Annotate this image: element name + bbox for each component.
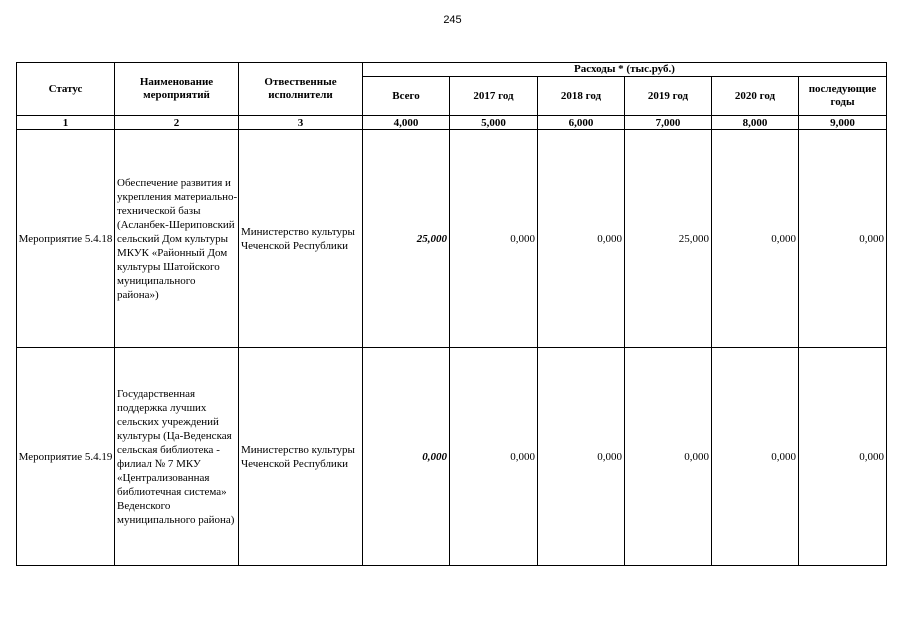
total-cell: 0,000 <box>363 348 450 566</box>
next-years-cell: 0,000 <box>799 130 887 348</box>
column-numbering-row <box>17 116 887 130</box>
year-2018-cell: 0,000 <box>538 130 625 348</box>
year-2019-cell: 0,000 <box>625 348 712 566</box>
status-cell: Мероприятие 5.4.19 <box>17 348 115 566</box>
activity-name-cell: Обеспечение развития и укрепления материально-технической базы (Асланбек-Шериповский сельский Дом культуры МКУК «Районный Дом культуры Шатойского муниципального района») <box>115 130 239 348</box>
year-2020-cell: 0,000 <box>712 130 799 348</box>
table-row <box>17 130 887 348</box>
header-total: Всего <box>363 77 450 116</box>
header-executors: Отвественные исполнители <box>239 63 363 116</box>
column-number: 1 <box>17 116 115 130</box>
column-number: 2 <box>115 116 239 130</box>
column-number: 5,000 <box>450 116 538 130</box>
budget-table <box>16 62 887 566</box>
table-row <box>17 348 887 566</box>
executor-cell: Министерство культуры Чеченской Республики <box>239 130 363 348</box>
year-2019-cell: 25,000 <box>625 130 712 348</box>
column-number: 8,000 <box>712 116 799 130</box>
status-cell: Мероприятие 5.4.18 <box>17 130 115 348</box>
column-number: 3 <box>239 116 363 130</box>
column-number: 7,000 <box>625 116 712 130</box>
year-2017-cell: 0,000 <box>450 348 538 566</box>
header-2017: 2017 год <box>450 77 538 116</box>
next-years-cell: 0,000 <box>799 348 887 566</box>
header-2020: 2020 год <box>712 77 799 116</box>
column-number: 6,000 <box>538 116 625 130</box>
header-next-years <box>799 77 887 116</box>
column-number: 4,000 <box>363 116 450 130</box>
executor-cell: Министерство культуры Чеченской Республики <box>239 348 363 566</box>
header-2019: 2019 год <box>625 77 712 116</box>
page-number: 245 <box>443 14 462 26</box>
header-row <box>17 63 887 77</box>
activity-name-cell: Государственная поддержка лучших сельских учреждений культуры (Ца-Веденская сельская библиотека - филиал № 7 МКУ «Централизованная библиотечная система» Веденского муниципального района) <box>115 348 239 566</box>
header-2018: 2018 год <box>538 77 625 116</box>
header-status: Статус <box>17 63 115 116</box>
year-2018-cell: 0,000 <box>538 348 625 566</box>
header-name: Наименование мероприятий <box>115 63 239 116</box>
year-2017-cell: 0,000 <box>450 130 538 348</box>
header-next-years-label: последующие годы <box>808 83 877 108</box>
header-spending: Расходы * (тыс.руб.) <box>363 63 887 77</box>
year-2020-cell: 0,000 <box>712 348 799 566</box>
column-number: 9,000 <box>799 116 887 130</box>
total-cell: 25,000 <box>363 130 450 348</box>
